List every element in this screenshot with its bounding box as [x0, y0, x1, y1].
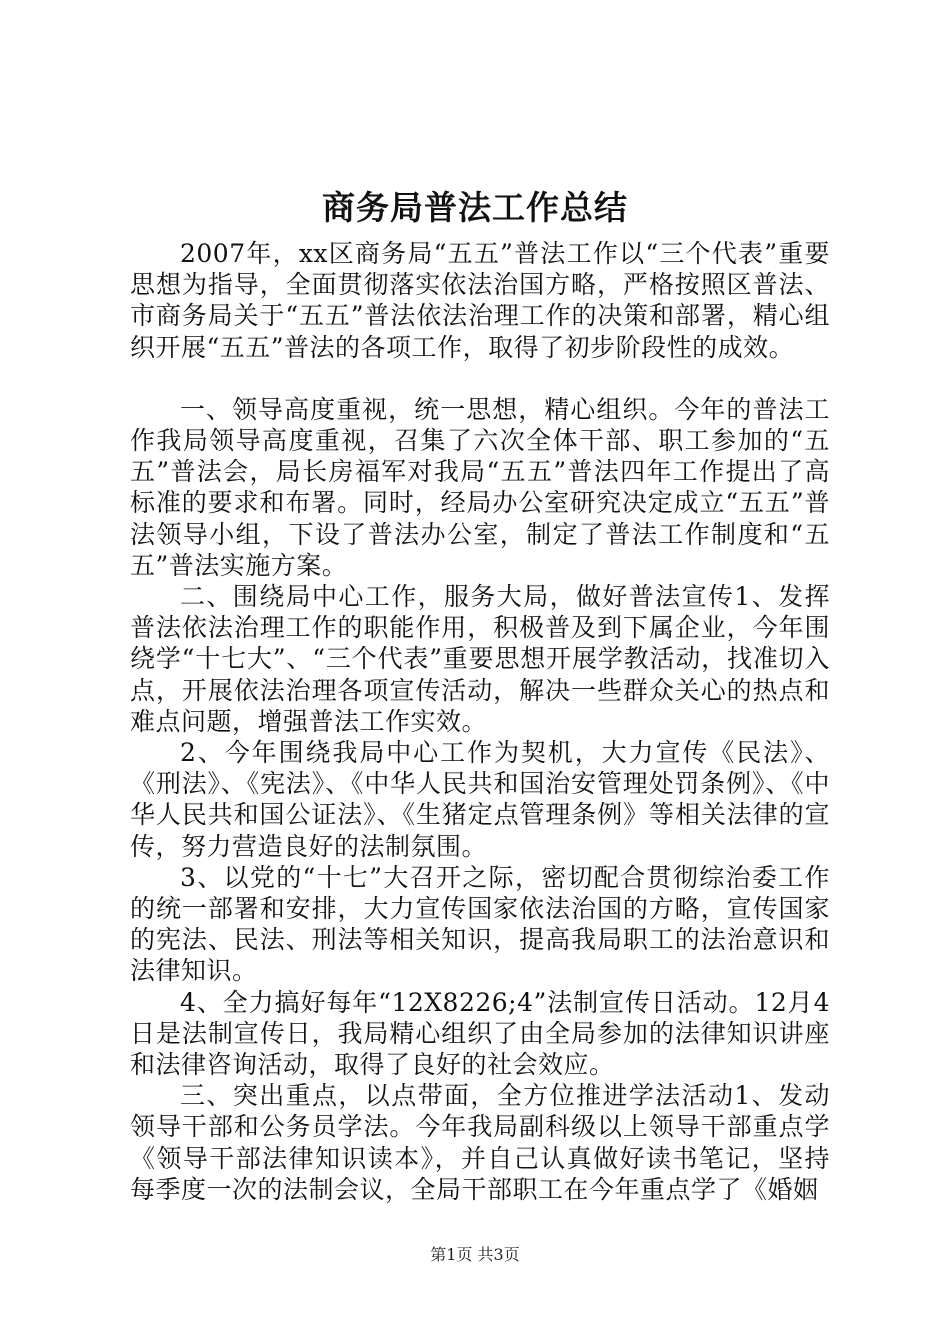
paragraph-item-2: 2、今年围绕我局中心工作为契机，大力宣传《民法》、《刑法》、《宪法》、《中华人民共和国治安管理处罚条例》、《中华人民共和国公证法》、《生猪定点管理条例》等相关法律的宣传，努力营造良好的法制氛围。 [130, 738, 830, 861]
document-title: 商务局普法工作总结 [322, 188, 628, 227]
paragraph-section-1: 一、领导高度重视，统一思想，精心组织。今年的普法工作我局领导高度重视，召集了六次全体干部、职工参加的“五五”普法会，局长房福军对我局“五五”普法四年工作提出了高标准的要求和布署。同时，经局办公室研究决定成立“五五”普法领导小组，下设了普法办公室，制定了普法工作制度和“五五”普法实施方案。 [130, 394, 830, 580]
paragraph-intro: 2007年，xx区商务局“五五”普法工作以“三个代表”重要思想为指导，全面贯彻落实依法治国方略，严格按照区普法、市商务局关于“五五”普法依法治理工作的决策和部署，精心组织开展“五五”普法的各项工作，取得了初步阶段性的成效。 [130, 239, 830, 362]
document-body [130, 238, 830, 1205]
paragraph-item-4: 4、全力搞好每年“12X8226;4”法制宣传日活动。12月4日是法制宣传日，我局精心组织了由全局参加的法律知识讲座和法律咨询活动，取得了良好的社会效应。 [130, 987, 830, 1080]
paragraph-item-3: 3、以党的“十七”大召开之际，密切配合贯彻综治委工作的统一部署和安排，大力宣传国家依法治国的方略，宣传国家的宪法、民法、刑法等相关知识，提高我局职工的法治意识和法律知识。 [130, 862, 830, 986]
paragraph-section-3: 三、突出重点，以点带面，全方位推进学法活动1、发动领导干部和公务员学法。今年我局副科级以上领导干部重点学《领导干部法律知识读本》，并自己认真做好读书笔记，坚持每季度一次的法制会议，全局干部职工在今年重点学了《婚姻 [130, 1081, 830, 1204]
page-footer: 第1页 共3页 [430, 1245, 520, 1264]
paragraph-section-2: 二、围绕局中心工作，服务大局，做好普法宣传1、发挥普法依法治理工作的职能作用，积极普及到下属企业，今年围绕学“十七大”、“三个代表”重要思想开展学教活动，找准切入点，开展依法治理各项宣传活动，解决一些群众关心的热点和难点问题，增强普法工作实效。 [130, 582, 830, 736]
